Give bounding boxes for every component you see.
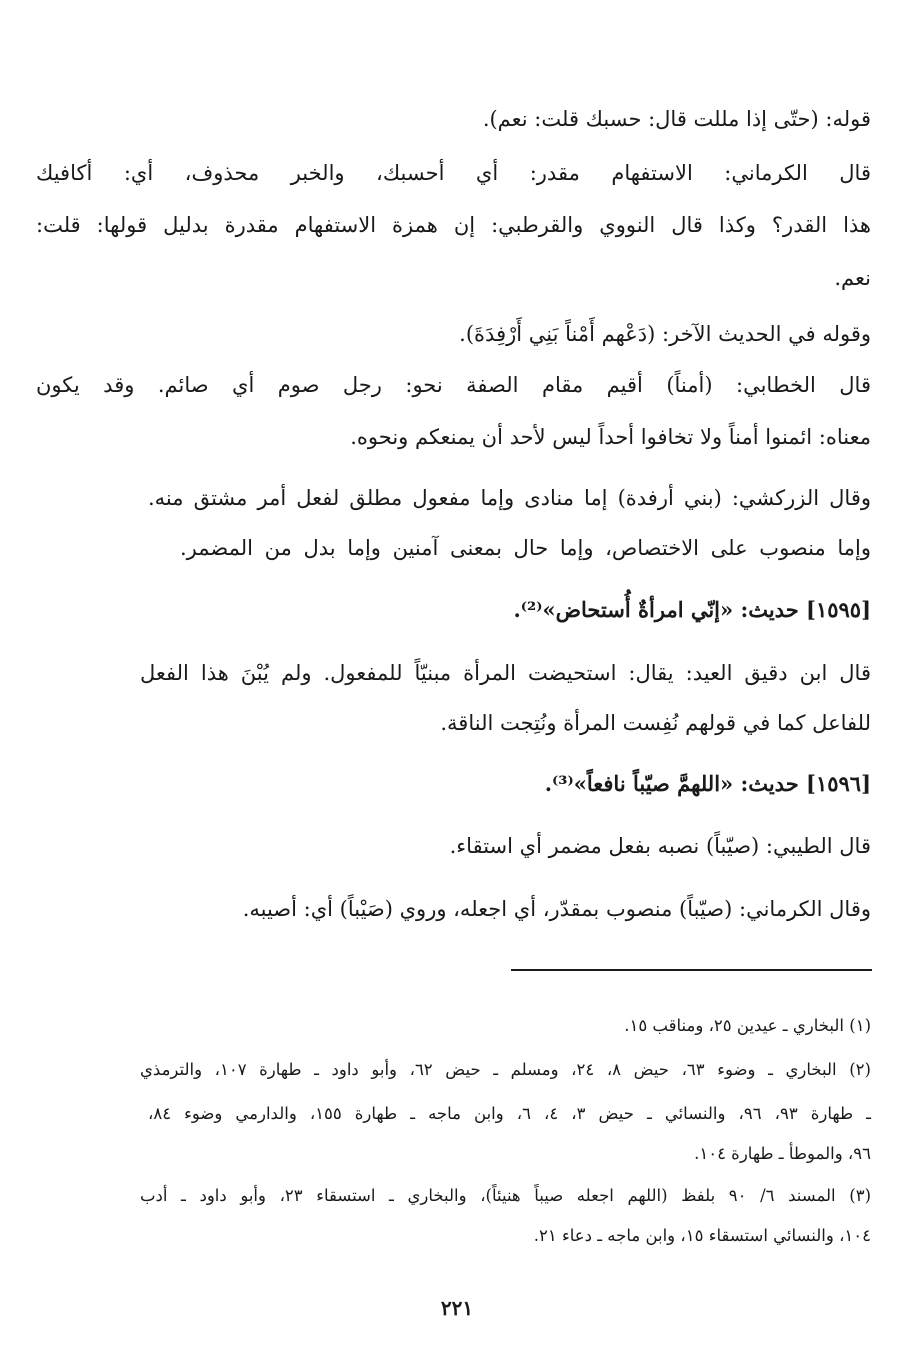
footnote: (٣) المسند ٦/ ٩٠ بلفظ (اللهم اجعله صيباً هنيئاً)، والبخاري ـ استسقاء ٢٣، وأبو داود ـ أدب	[140, 1186, 871, 1205]
body-line: معناه: ائمنوا أمناً ولا تخافوا أحداً ليس لأحد أن يمنعكم ونحوه.	[350, 425, 871, 449]
body-line: قال الطيبي: (صيّباً) نصبه بفعل مضمر أي استقاء.	[449, 834, 871, 858]
footnote: ١٠٤، والنسائي استسقاء ١٥، وابن ماجه ـ دعاء ٢١.	[533, 1226, 871, 1245]
footnote-separator	[511, 969, 872, 971]
footnote: (١) البخاري ـ عيدين ٢٥، ومناقب ١٥.	[624, 1016, 871, 1035]
body-line: قال ابن دقيق العيد: يقال: استحيضت المرأة مبنيّاً للمفعول. ولم يُبْنَ هذا الفعل	[140, 661, 871, 685]
page-number: ٢٢١	[440, 1296, 474, 1320]
body-line: نعم.	[834, 266, 871, 290]
body-line: وقال الكرماني: (صيّباً) منصوب بمقدّر، أي اجعله، وروي (صَيْباً) أي: أصيبه.	[242, 897, 871, 921]
body-line: قال الخطابي: (أمناً) أقيم مقام الصفة نحو: رجل صوم أي صائم. وقد يكون	[36, 373, 871, 397]
footnote: (٢) البخاري ـ وضوء ٦٣، حيض ٨، ٢٤، ومسلم ـ حيض ٦٢، وأبو داود ـ طهارة ١٠٧، والترمذي	[140, 1060, 871, 1079]
hadith-heading: [١٥٩٦] حديث: «اللهمَّ صيّباً نافعاً»⁽³⁾.	[544, 771, 871, 796]
body-line: وقال الزركشي: (بني أرفدة) إما منادى وإما مفعول مطلق لفعل أمر مشتق منه.	[148, 486, 871, 510]
body-line: قال الكرماني: الاستفهام مقدر: أي أحسبك، والخبر محذوف، أي: أكافيك	[36, 161, 871, 185]
body-line: قوله: (حتّى إذا مللت قال: حسبك قلت: نعم).	[482, 107, 871, 131]
footnote: ـ طهارة ٩٣، ٩٦، والنسائي ـ حيض ٣، ٤، ٦، وابن ماجه ـ طهارة ١٥٥، والدارمي وضوء ٨٤،	[148, 1104, 871, 1123]
body-line: هذا القدر؟ وكذا قال النووي والقرطبي: إن همزة الاستفهام مقدرة بدليل قولها: قلت:	[36, 213, 871, 237]
hadith-heading: [١٥٩٥] حديث: «إنّي امرأةٌ أُستحاض»⁽²⁾.	[513, 597, 871, 622]
body-line: للفاعل كما في قولهم نُفِست المرأة ونُتِجت الناقة.	[440, 711, 871, 735]
footnote: ٩٦، والموطأ ـ طهارة ١٠٤.	[694, 1144, 871, 1163]
body-line: وإما منصوب على الاختصاص، وإما حال بمعنى آمنين وإما بدل من المضمر.	[180, 536, 871, 560]
body-line: وقوله في الحديث الآخر: (دَعْهم أَمْناً بَنِي أَرْفِدَةَ).	[459, 322, 871, 346]
